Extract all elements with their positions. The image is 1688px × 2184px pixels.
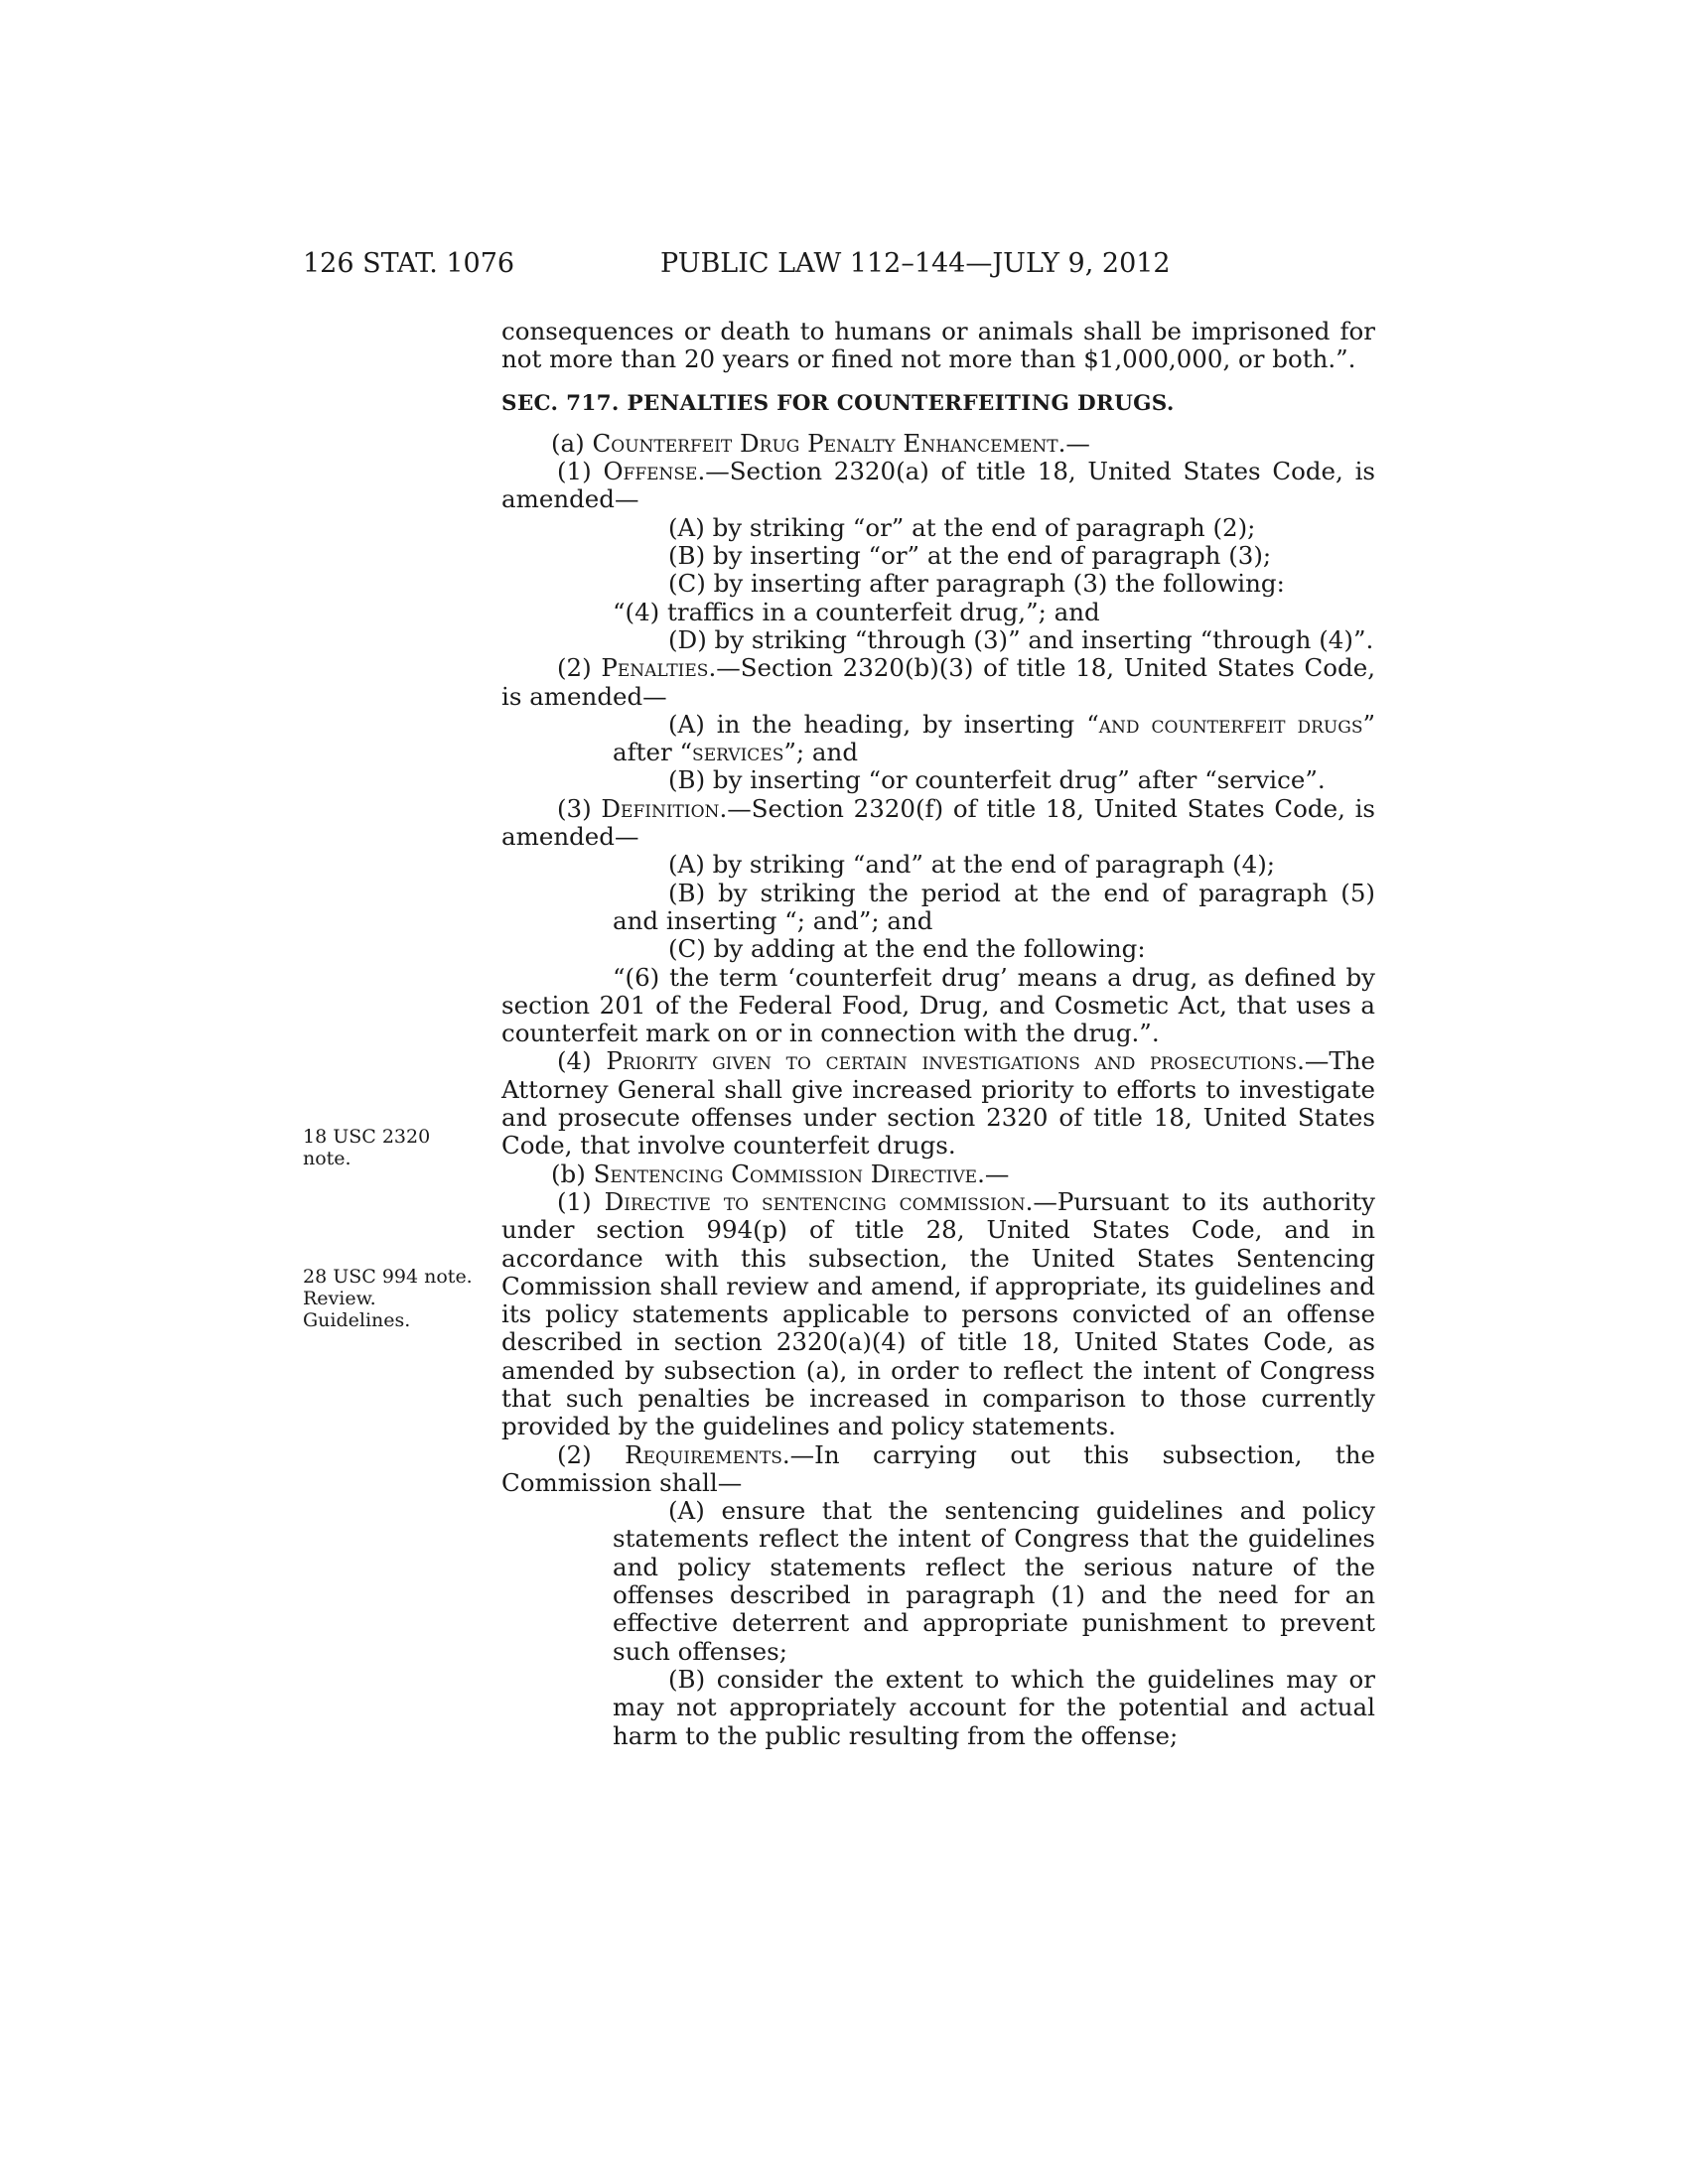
paragraph-a4 bbox=[501, 1047, 1375, 1160]
paragraph-title: Offense bbox=[603, 457, 698, 486]
text: (A) in the heading, by inserting “ bbox=[668, 709, 1099, 739]
clause-a1D: (D) by striking “through (3)” and inserting “through (4)”. bbox=[668, 624, 1374, 654]
paragraph-title: Requirements bbox=[625, 1439, 782, 1469]
label: (2) bbox=[557, 653, 602, 683]
paragraph-text: .—The Attorney General shall give increased priority to efforts to investigate and prosecute offenses under section 2320 of title 18, United States Code, that involve counterfeit drugs. bbox=[501, 1046, 1375, 1160]
paragraph-title: Priority given to certain investigations and prosecutions bbox=[606, 1046, 1298, 1076]
page-header bbox=[303, 248, 1216, 288]
side-note-line: Guidelines. bbox=[303, 1309, 411, 1331]
clause-a2A bbox=[501, 711, 1375, 767]
clause-a1C: (C) by inserting after paragraph (3) the following: bbox=[668, 569, 1285, 599]
clause-b2B: (B) consider the extent to which the guidelines may or may not appropriately account for the potential and actual harm to the public resulting from the offense; bbox=[613, 1664, 1375, 1750]
dash: .— bbox=[1057, 428, 1090, 458]
paragraph-text: .—In carrying out this subsection, the Commission shall— bbox=[501, 1439, 1375, 1497]
paragraph-text: .—Pursuant to its authority under section 994(p) of title 28, United States Code, and in accordance with this subsection, the United States Sentencing Commission shall review and amend, if appropriate, its guidelines and its policy statements applicable to persons convicted of an offense described in section 2320(a)(4) of title 18, United States Code, as amended by subsection (a), in order to reflect the intent of Congress that such penalties be increased in comparison to those currently provided by the guidelines and policy statements. bbox=[501, 1186, 1376, 1441]
small-caps-text: services bbox=[692, 738, 784, 767]
side-note-line: note. bbox=[303, 1148, 352, 1169]
paragraph-a1 bbox=[501, 458, 1375, 514]
paragraph-a2 bbox=[501, 654, 1375, 711]
paragraph-title: Definition bbox=[601, 793, 720, 823]
quoted-text-a3C: “(6) the term ‘counterfeit drug’ means a drug, as defined by section 201 of the Federal Food, Drug, and Cosmetic Act, that uses a counterfeit mark on or in connection with the drug.”. bbox=[501, 962, 1375, 1048]
clause-a1A: (A) by striking “or” at the end of paragraph (2); bbox=[668, 512, 1256, 542]
public-law-title: PUBLIC LAW 112–144—JULY 9, 2012 bbox=[660, 248, 1171, 279]
paragraph-title: Penalties bbox=[601, 653, 709, 683]
paragraph-title: Directive to sentencing commission bbox=[604, 1186, 1026, 1216]
side-note-line: 28 USC 994 note. bbox=[303, 1266, 473, 1288]
document-body bbox=[501, 318, 1375, 1750]
clause-a3A: (A) by striking “and” at the end of paragraph (4); bbox=[668, 850, 1276, 880]
subsection-a-heading bbox=[501, 430, 1375, 458]
clause-a3B: (B) by striking the period at the end of paragraph (5) and inserting “; and”; and bbox=[613, 878, 1375, 935]
side-note-line: Review. bbox=[303, 1288, 376, 1309]
paragraph-text: .—Section 2320(f) of title 18, United States Code, is amended— bbox=[501, 793, 1375, 852]
label: (3) bbox=[557, 793, 602, 823]
quoted-text-a1C: “(4) traffics in a counterfeit drug,”; and bbox=[613, 597, 1100, 626]
clause-b2A: (A) ensure that the sentencing guidelines and policy statements reflect the intent of Congress that the guidelines and policy statements reflect the serious nature of the offenses described in paragraph (1) and the need for an effective deterrent and appropriate punishment to prevent such offenses; bbox=[613, 1496, 1375, 1666]
paragraph-text: .—Section 2320(b)(3) of title 18, United States Code, is amended— bbox=[501, 653, 1375, 711]
label: (4) bbox=[557, 1046, 607, 1076]
paragraph-text: .—Section 2320(a) of title 18, United States Code, is amended— bbox=[501, 457, 1375, 514]
label: (a) bbox=[551, 428, 593, 458]
side-note-28usc bbox=[303, 1266, 492, 1331]
paragraph-b1 bbox=[501, 1188, 1375, 1441]
statute-page-number: 126 STAT. 1076 bbox=[303, 248, 515, 279]
label: (1) bbox=[557, 1186, 605, 1216]
small-caps-text: and counterfeit drugs bbox=[1098, 709, 1363, 739]
side-note-line: 18 USC 2320 bbox=[303, 1126, 431, 1148]
clause-a1B: (B) by inserting “or” at the end of paragraph (3); bbox=[668, 541, 1272, 571]
text: ”; and bbox=[783, 738, 858, 767]
side-note-18usc bbox=[303, 1126, 492, 1169]
paragraph-intro: consequences or death to humans or animals shall be imprisoned for not more than 20 years or fined not more than $1,000,000, or both.”. bbox=[501, 317, 1375, 374]
clause-a3C: (C) by adding at the end the following: bbox=[668, 934, 1146, 964]
paragraph-b2 bbox=[501, 1441, 1375, 1498]
subsection-title: Sentencing Commission Directive bbox=[593, 1159, 978, 1188]
paragraph-a3 bbox=[501, 795, 1375, 852]
label: (b) bbox=[551, 1159, 594, 1188]
label: (2) bbox=[557, 1439, 626, 1469]
text: ” after “ bbox=[613, 709, 1376, 767]
section-heading: SEC. 717. PENALTIES FOR COUNTERFEITING DRUGS. bbox=[501, 390, 1175, 416]
clause-a2B: (B) by inserting “or counterfeit drug” after “service”. bbox=[668, 765, 1326, 795]
label: (1) bbox=[557, 457, 604, 486]
subsection-title: Counterfeit Drug Penalty Enhancement bbox=[592, 428, 1058, 458]
dash: .— bbox=[977, 1159, 1010, 1188]
subsection-b-heading bbox=[501, 1160, 1375, 1188]
